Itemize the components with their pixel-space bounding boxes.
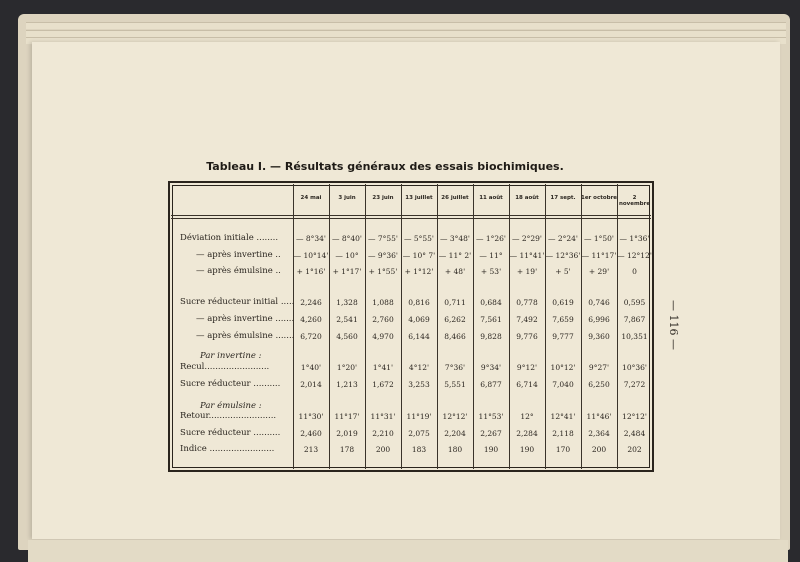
table-cell: 11°30': [298, 412, 324, 421]
table-cell: 2,246: [300, 298, 322, 307]
column-header: 13 juillet: [405, 195, 433, 201]
next-page-edge: [28, 540, 788, 562]
row-label: Sucre réducteur ..........: [180, 428, 281, 438]
table-cell: + 1°16': [296, 267, 326, 276]
table-cell: 2,075: [408, 429, 430, 438]
row-label: Recul........................: [180, 362, 270, 372]
row-label: Indice ........................: [180, 444, 275, 454]
table-cell: — 11° 2': [438, 251, 472, 260]
table-cell: 12°: [520, 412, 534, 421]
table-cell: 9,776: [516, 332, 538, 341]
table-cell: 4°12': [408, 363, 430, 372]
table-cell: 2,760: [372, 315, 394, 324]
table-cell: 7,040: [552, 380, 574, 389]
table-cell: 180: [447, 445, 463, 454]
table-cell: + 1°55': [368, 267, 398, 276]
table-cell: — 10°: [335, 251, 359, 260]
column-divider: [509, 184, 510, 469]
table-cell: — 1°26': [475, 234, 506, 243]
table-cell: 1°20': [336, 363, 358, 372]
table-cell: 2,460: [300, 429, 322, 438]
table-cell: — 5°55': [403, 234, 434, 243]
table-cell: 11°46': [586, 412, 612, 421]
table-cell: 170: [555, 445, 571, 454]
table-cell: 0,778: [516, 298, 538, 307]
column-divider: [401, 184, 402, 469]
row-label: — après invertine .......: [196, 314, 295, 324]
table-cell: 1,328: [336, 298, 358, 307]
column-header: 26 juillet: [441, 195, 469, 201]
table-cell: 6,714: [516, 380, 538, 389]
table-cell: 1,213: [336, 380, 358, 389]
column-divider: [617, 184, 618, 469]
page-number: — 116 —: [667, 300, 680, 350]
column-divider: [437, 184, 438, 469]
table-title: Tableau I. — Résultats généraux des essais biochimiques.: [206, 160, 564, 173]
table-cell: 0,684: [480, 298, 502, 307]
table-cell: — 10° 7': [402, 251, 436, 260]
column-header: 2 novembre: [618, 195, 651, 207]
table-cell: — 3°48': [439, 234, 470, 243]
table-cell: 9°34': [480, 363, 502, 372]
table-cell: 3,253: [408, 380, 430, 389]
table-cell: 6,996: [588, 315, 610, 324]
table-cell: — 1°36': [619, 234, 650, 243]
table-cell: 0: [632, 267, 637, 276]
table-cell: — 12°12': [617, 251, 652, 260]
row-label: — après émulsine .......: [196, 331, 295, 341]
table-cell: 2,541: [336, 315, 358, 324]
table-cell: 6,144: [408, 332, 430, 341]
column-divider: [473, 184, 474, 469]
table-cell: 5,551: [444, 380, 466, 389]
column-divider: [329, 184, 330, 469]
table-cell: 213: [303, 445, 319, 454]
table-cell: 10,351: [621, 332, 648, 341]
column-header: 11 août: [479, 195, 503, 201]
table-cell: 200: [375, 445, 391, 454]
column-header: 24 mai: [300, 195, 322, 201]
table-cell: 190: [483, 445, 499, 454]
table-cell: — 11°: [479, 251, 503, 260]
table-cell: 2,484: [623, 429, 646, 438]
table-cell: 0,816: [408, 298, 430, 307]
table-cell: 6,877: [480, 380, 502, 389]
table-cell: + 48': [444, 267, 466, 276]
table-cell: 178: [339, 445, 355, 454]
table-cell: — 11°17': [581, 251, 617, 260]
table-cell: 11°53': [478, 412, 504, 421]
table-cell: 10°36': [622, 363, 647, 372]
table-cell: 6,250: [588, 380, 610, 389]
table-cell: 11°31': [370, 412, 396, 421]
table-cell: 0,746: [588, 298, 610, 307]
column-divider: [581, 184, 582, 469]
row-label: Retour.........................: [180, 411, 277, 421]
column-header: 1er octobre: [581, 195, 618, 201]
table-cell: 11°19': [406, 412, 432, 421]
table-cell: 4,970: [372, 332, 394, 341]
table-cell: 1°41': [372, 363, 394, 372]
table-cell: 7,272: [623, 380, 646, 389]
header-divider: [171, 218, 651, 219]
column-header: 17 sept.: [550, 195, 576, 201]
table-cell: 2,364: [588, 429, 610, 438]
table-cell: 190: [519, 445, 535, 454]
table-cell: 4,260: [300, 315, 322, 324]
column-header: 23 juin: [372, 195, 394, 201]
table-cell: 1,672: [372, 380, 394, 389]
table-cell: 183: [411, 445, 427, 454]
table-cell: + 1°17': [332, 267, 362, 276]
table-cell: + 5': [555, 267, 571, 276]
page-edge: [26, 22, 786, 29]
table-cell: — 2°24': [547, 234, 578, 243]
table-cell: 9°12': [516, 363, 538, 372]
row-label: Sucre réducteur initial .....: [180, 297, 295, 307]
table-cell: 2,019: [336, 429, 358, 438]
table-cell: 10°12': [550, 363, 576, 372]
table-cell: + 53': [480, 267, 502, 276]
table-cell: 7,659: [552, 315, 574, 324]
table-cell: 200: [591, 445, 607, 454]
row-label: Sucre réducteur ..........: [180, 379, 281, 389]
table-cell: 2,284: [516, 429, 538, 438]
table-cell: — 12°36': [545, 251, 581, 260]
table-cell: + 19': [516, 267, 538, 276]
table-cell: 7,867: [623, 315, 646, 324]
section-label: Par émulsine :: [200, 401, 262, 411]
table-cell: + 1°12': [404, 267, 434, 276]
table-cell: — 8°34': [295, 234, 326, 243]
table-cell: 6,262: [444, 315, 466, 324]
table-cell: + 29': [588, 267, 610, 276]
table-cell: — 11°41': [509, 251, 545, 260]
table-cell: 7,561: [480, 315, 502, 324]
table-cell: 9,360: [588, 332, 610, 341]
table-cell: 202: [627, 445, 642, 454]
table-cell: 12°12': [622, 412, 647, 421]
table-cell: 12°41': [550, 412, 576, 421]
column-divider: [365, 184, 366, 469]
table-cell: 11°17': [334, 412, 360, 421]
table-cell: 4,560: [336, 332, 358, 341]
table-cell: 2,204: [444, 429, 466, 438]
page-edge: [26, 30, 786, 37]
row-label: Déviation initiale ........: [180, 233, 279, 243]
row-label: — après émulsine ..: [196, 266, 281, 276]
header-divider: [171, 215, 651, 216]
column-header: 18 août: [515, 195, 539, 201]
table-cell: 0,595: [623, 298, 646, 307]
table-cell: 2,267: [480, 429, 502, 438]
table-cell: 7°36': [444, 363, 466, 372]
table-cell: 9,777: [552, 332, 574, 341]
table-cell: — 2°29': [511, 234, 542, 243]
row-label: — après invertine ..: [196, 250, 281, 260]
column-divider: [293, 184, 294, 469]
table-cell: — 7°55': [367, 234, 398, 243]
table-cell: 1°40': [300, 363, 322, 372]
table-cell: 9,828: [480, 332, 502, 341]
table-cell: 8,466: [444, 332, 466, 341]
section-label: Par invertine :: [200, 351, 262, 361]
table-cell: 1,088: [372, 298, 394, 307]
table-cell: 7,492: [516, 315, 538, 324]
column-divider: [545, 184, 546, 469]
table-cell: — 1°50': [583, 234, 614, 243]
table-cell: — 8°40': [331, 234, 362, 243]
table-cell: 9°27': [588, 363, 610, 372]
table-cell: 0,711: [444, 298, 466, 307]
table-cell: — 9°36': [367, 251, 398, 260]
table-cell: 4,069: [408, 315, 430, 324]
table-cell: 2,118: [552, 429, 574, 438]
table-cell: 2,014: [300, 380, 322, 389]
table-cell: 0,619: [552, 298, 574, 307]
table-inner-border: [172, 185, 650, 468]
table-cell: 6,720: [300, 332, 322, 341]
column-header: 3 juin: [338, 195, 356, 201]
table-cell: — 10°14': [293, 251, 329, 260]
table-cell: 12°12': [442, 412, 468, 421]
table-cell: 2,210: [372, 429, 394, 438]
